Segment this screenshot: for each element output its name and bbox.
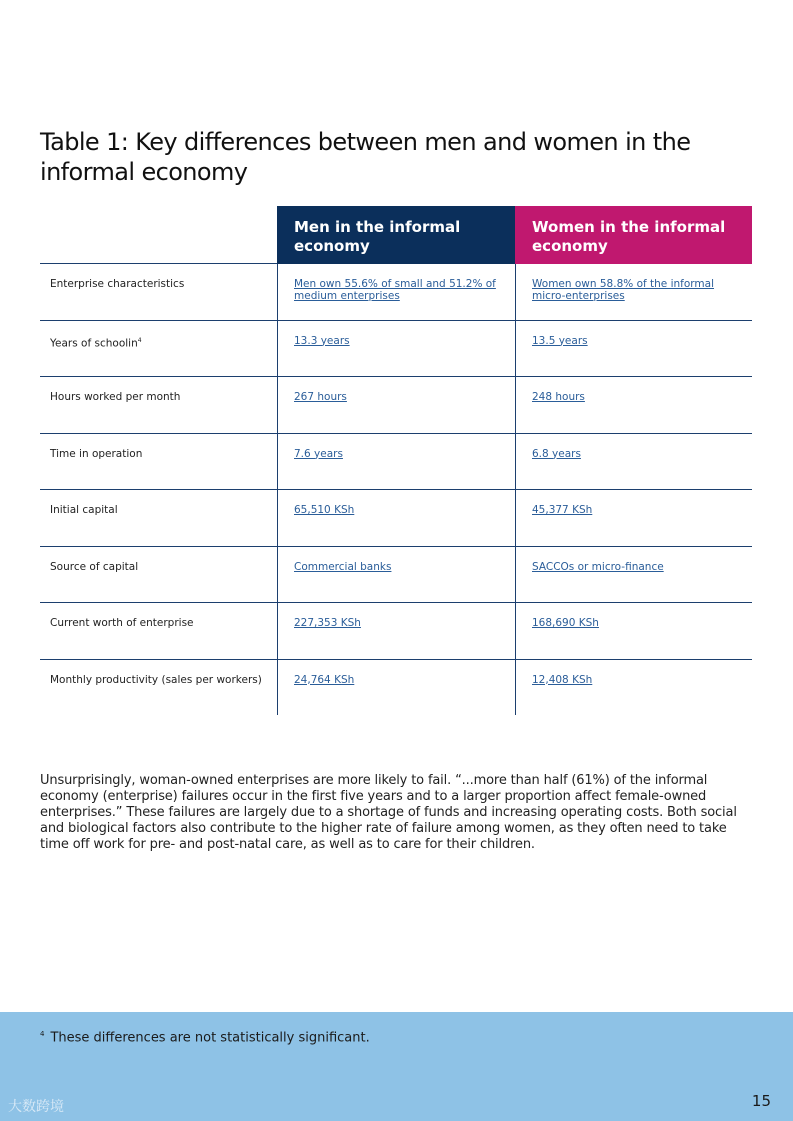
footnote-marker: 4 bbox=[137, 336, 142, 344]
men-value-link[interactable]: 7.6 years bbox=[294, 447, 343, 460]
women-value-link[interactable]: 6.8 years bbox=[532, 447, 581, 460]
men-value-link[interactable]: 13.3 years bbox=[294, 334, 350, 347]
footnote-text: These differences are not statistically significant. bbox=[50, 1030, 370, 1046]
table-row bbox=[40, 434, 752, 491]
row-label: Initial capital bbox=[50, 504, 118, 516]
body-paragraph: Unsurprisingly, woman-owned enterprises are more likely to fail. “...more than half (61%) of the informal economy (enterprise) failures occur in the first five years and to a larger proportion affect female-owned enterprises.” These failures are largely due to a shortage of funds and increasing operating costs. Both social and biological factors also contribute to the higher rate of failure among women, as they often need to take time off work for pre- and post-natal care, as well as to care for their children. bbox=[40, 773, 737, 852]
men-value-link[interactable]: 65,510 KSh bbox=[294, 504, 355, 516]
women-value-link[interactable]: 13.5 years bbox=[532, 334, 588, 347]
table-row bbox=[40, 490, 752, 547]
men-value-link[interactable]: 227,353 KSh bbox=[294, 617, 361, 629]
row-label: Time in operation bbox=[50, 447, 143, 460]
page-number: 15 bbox=[751, 1092, 771, 1110]
header-women: Women in the informal economy bbox=[515, 206, 752, 264]
men-value-link[interactable]: Commercial banks bbox=[294, 560, 392, 573]
row-label: Enterprise characteristics bbox=[50, 278, 185, 290]
table-row bbox=[40, 321, 752, 378]
table-row bbox=[40, 660, 752, 716]
watermark-logo: 大数跨境 bbox=[8, 1099, 64, 1115]
women-value-link[interactable]: 168,690 KSh bbox=[532, 617, 599, 629]
row-label: Source of capital bbox=[50, 560, 139, 573]
women-value-link[interactable]: SACCOs or micro-finance bbox=[532, 560, 664, 573]
table-row bbox=[40, 547, 752, 604]
header-spacer bbox=[40, 206, 277, 264]
footer-band bbox=[0, 1012, 793, 1121]
footnote-marker: 4 bbox=[40, 1030, 45, 1038]
men-value-link[interactable]: Men own 55.6% of small and 51.2% of medium enterprises bbox=[294, 278, 496, 302]
row-label-text: Years of schoolin bbox=[50, 337, 138, 349]
women-value-link[interactable]: 12,408 KSh bbox=[532, 673, 593, 686]
men-value-link[interactable]: 267 hours bbox=[294, 391, 347, 403]
row-label: Current worth of enterprise bbox=[50, 617, 194, 629]
men-value-link[interactable]: 24,764 KSh bbox=[294, 673, 355, 686]
table-row bbox=[40, 264, 752, 321]
row-label: Hours worked per month bbox=[50, 391, 181, 403]
table-row bbox=[40, 377, 752, 434]
women-value-link[interactable]: 248 hours bbox=[532, 391, 585, 403]
women-value-link[interactable]: 45,377 KSh bbox=[532, 504, 593, 516]
table-row bbox=[40, 603, 752, 660]
table-header bbox=[40, 206, 752, 264]
footnote bbox=[40, 1030, 370, 1045]
row-label bbox=[40, 321, 277, 377]
row-label: Monthly productivity (sales per workers) bbox=[50, 673, 262, 686]
comparison-table bbox=[40, 206, 752, 715]
page-title: Table 1: Key differences between men and women in the informal economy bbox=[40, 128, 691, 186]
header-men: Men in the informal economy bbox=[277, 206, 515, 264]
women-value-link[interactable]: Women own 58.8% of the informal micro-enterprises bbox=[532, 278, 715, 302]
